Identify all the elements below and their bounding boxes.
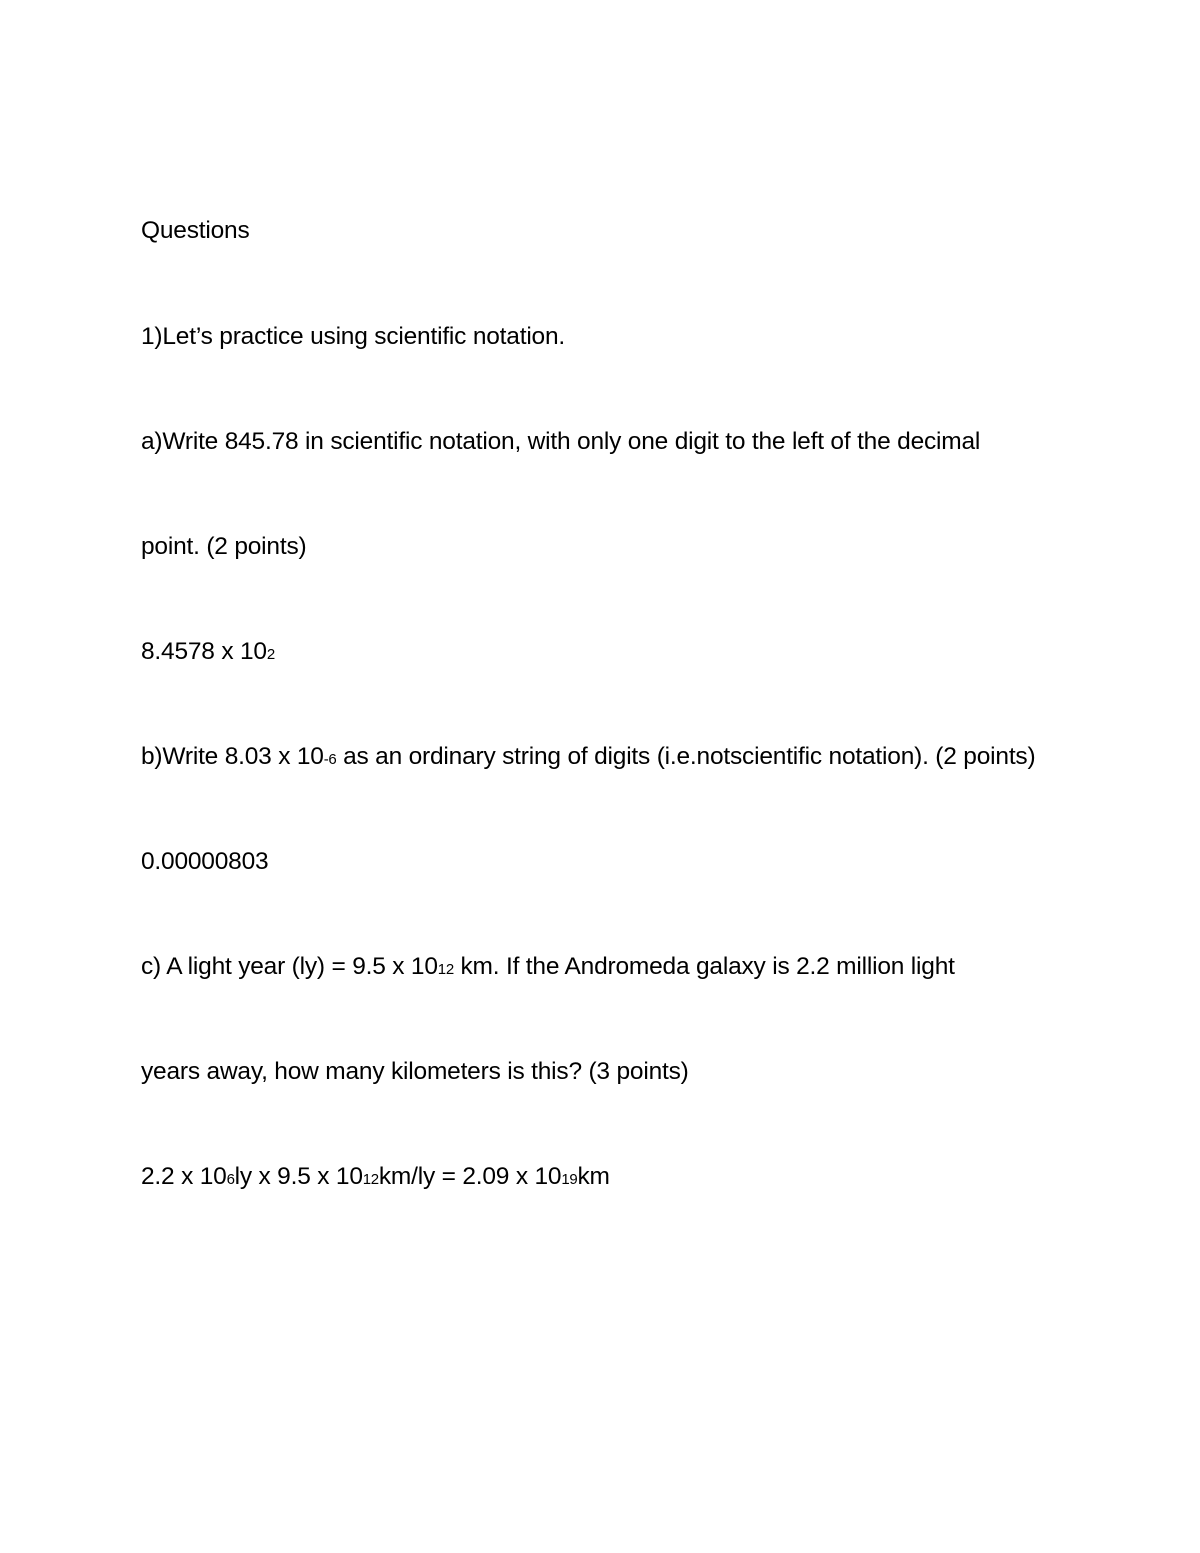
part-a-question-line-1: a)Write 845.78 in scientific notation, with only one digit to the left of the decimal [141,428,981,455]
part-b-question-exponent: -6 [323,751,337,768]
part-c-answer-exp-1: 6 [226,1171,235,1188]
document-title: Questions [141,217,250,244]
part-c-answer-seg-2: ly x 9.5 x 10 [234,1163,363,1190]
part-a-answer-base: 8.4578 x 10 [141,638,267,665]
part-c-question-post: km. If the Andromeda galaxy is 2.2 million light [453,953,955,980]
part-b-answer: 0.00000803 [141,848,269,875]
part-b-question-post: as an ordinary string of digits (i.e.notscientific notation). (2 points) [336,743,1036,770]
part-c-answer-exp-3: 19 [561,1171,578,1188]
part-b-question-pre: b)Write 8.03 x 10 [141,743,324,770]
part-a-answer-exponent: 2 [266,646,275,663]
part-c-question-pre: c) A light year (ly) = 9.5 x 10 [141,953,438,980]
part-c-question-exponent: 12 [437,961,454,978]
part-c-question-line-1 [141,952,955,985]
part-c-question-line-2: years away, how many kilometers is this? (3 points) [141,1058,689,1085]
part-c-answer [141,1162,610,1195]
question-1-prompt: 1)Let’s practice using scientific notation. [141,323,566,350]
part-c-answer-seg-3: km/ly = 2.09 x 10 [378,1163,562,1190]
part-a-answer [141,637,275,670]
part-a-question-line-2: point. (2 points) [141,533,307,560]
part-c-answer-seg-4: km [577,1163,610,1190]
part-c-answer-seg-1: 2.2 x 10 [141,1163,227,1190]
part-b-question [141,742,1035,775]
part-c-answer-exp-2: 12 [362,1171,379,1188]
